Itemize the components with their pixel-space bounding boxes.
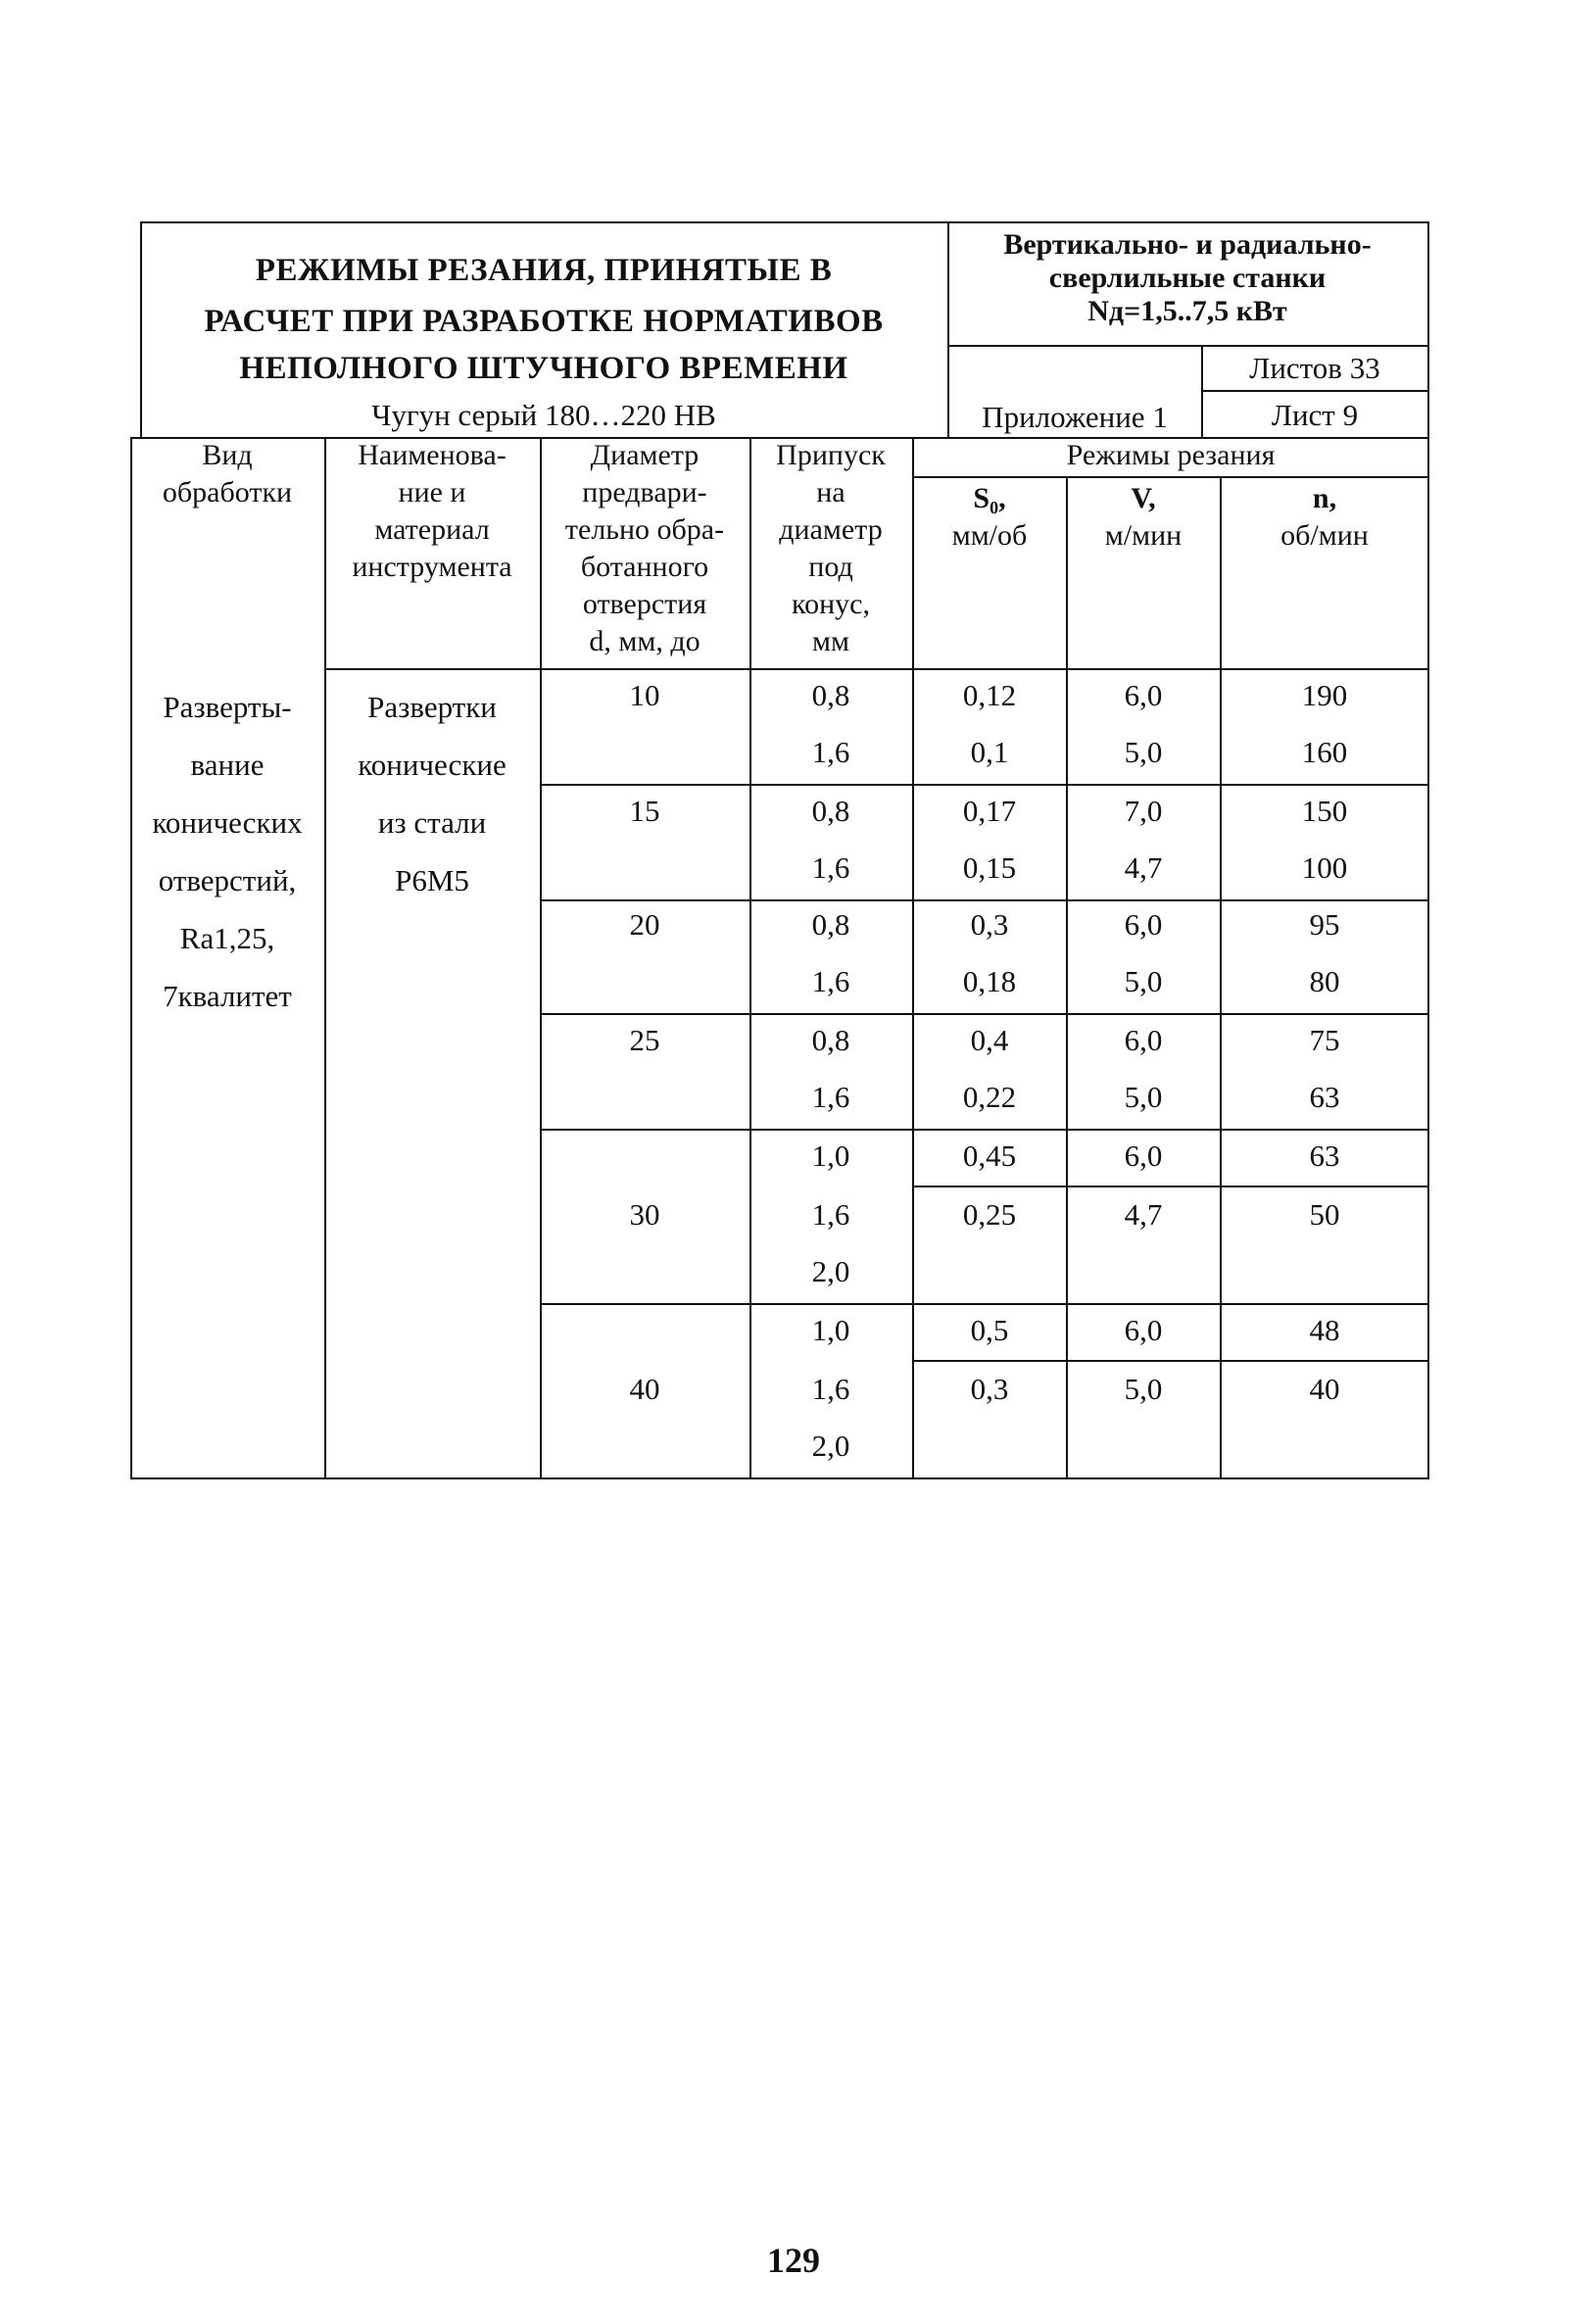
cell-pripusk: 0,8 bbox=[811, 678, 850, 712]
cell-v: 5,0 bbox=[1124, 964, 1163, 998]
group-line-20 bbox=[540, 899, 1429, 901]
machine-line-2: сверлильные станки bbox=[1048, 262, 1327, 294]
cell-pripusk: 0,8 bbox=[811, 907, 850, 942]
cell-n: 100 bbox=[1301, 850, 1348, 885]
cell-pripusk: 0,8 bbox=[811, 1023, 850, 1057]
col-header-modes: Режимы резания bbox=[1066, 439, 1276, 471]
cell-n: 190 bbox=[1301, 678, 1348, 712]
col-header-diam: Диаметр предвари- тельно обра- ботанного отверстия d, мм, до bbox=[564, 439, 725, 657]
sheet-number: Лист 9 bbox=[1271, 398, 1359, 432]
cell-diameter: 30 bbox=[629, 1197, 660, 1232]
cell-s0: 0,25 bbox=[962, 1197, 1017, 1232]
naim-cell: Развертки конические из стали Р6М5 bbox=[358, 690, 507, 897]
cell-n: 50 bbox=[1309, 1197, 1340, 1232]
col-line-5 bbox=[1066, 476, 1068, 1479]
cell-s0: 0,45 bbox=[962, 1138, 1017, 1173]
cell-s0: 0,5 bbox=[970, 1313, 1009, 1347]
title-line-2: РАСЧЕТ ПРИ РАЗРАБОТКЕ НОРМАТИВОВ bbox=[204, 304, 884, 339]
cell-diameter: 15 bbox=[629, 794, 660, 828]
cell-s0: 0,4 bbox=[970, 1023, 1009, 1057]
machine-line-1: Вертикально- и радиально- bbox=[1003, 228, 1372, 261]
cell-v: 7,0 bbox=[1124, 794, 1163, 828]
col-header-v: V, м/мин bbox=[1104, 482, 1183, 552]
cell-n: 63 bbox=[1309, 1138, 1340, 1173]
group-line-40 bbox=[540, 1303, 1429, 1305]
cell-v: 6,0 bbox=[1124, 907, 1163, 942]
group-line-15 bbox=[540, 784, 1429, 786]
cell-v: 6,0 bbox=[1124, 1138, 1163, 1173]
cell-n: 63 bbox=[1309, 1080, 1340, 1114]
cell-s0: 0,3 bbox=[970, 907, 1009, 942]
col-header-n: n, об/мин bbox=[1280, 482, 1369, 552]
col-header-s0: S₀, мм/об bbox=[951, 482, 1028, 552]
sheets-total: Листов 33 bbox=[1249, 351, 1380, 385]
group-line-25 bbox=[540, 1013, 1429, 1015]
col-line-2 bbox=[540, 437, 542, 1479]
col-line-1 bbox=[324, 437, 326, 1479]
cell-v: 6,0 bbox=[1124, 1023, 1163, 1057]
cell-v: 5,0 bbox=[1124, 735, 1163, 769]
cell-n: 40 bbox=[1309, 1372, 1340, 1406]
table-border-right bbox=[1427, 221, 1429, 1479]
cell-diameter: 20 bbox=[629, 907, 660, 942]
col-line-4 bbox=[912, 437, 914, 1479]
col-header-vid: Вид обработки bbox=[162, 439, 293, 508]
cell-pripusk: 1,6 bbox=[811, 1080, 850, 1114]
title-line-1: РЕЖИМЫ РЕЗАНИЯ, ПРИНЯТЫЕ В bbox=[255, 253, 833, 288]
cell-s0: 0,15 bbox=[962, 850, 1017, 885]
cell-pripusk: 1,0 bbox=[811, 1138, 850, 1173]
cell-n: 48 bbox=[1309, 1313, 1340, 1347]
cell-n: 160 bbox=[1301, 735, 1348, 769]
sheet-row-divider bbox=[1201, 390, 1429, 392]
cell-pripusk: 1,6 bbox=[811, 1372, 850, 1406]
subrow-line-40 bbox=[912, 1360, 1429, 1362]
cell-pripusk: 1,0 bbox=[811, 1313, 850, 1347]
vid-cell: Разверты- вание конических отверстий, Ra1,25, 7квалитет bbox=[152, 690, 303, 1013]
cell-pripusk: 1,6 bbox=[811, 850, 850, 885]
cell-v: 5,0 bbox=[1124, 1372, 1163, 1406]
material-label: Чугун серый 180…220 НВ bbox=[371, 398, 716, 432]
machine-line-3: Nд=1,5..7,5 кВт bbox=[1087, 295, 1287, 327]
table-border-left-upper bbox=[140, 221, 142, 437]
cell-pripusk: 1,6 bbox=[811, 735, 850, 769]
page-number: 129 bbox=[767, 2241, 820, 2280]
cell-s0: 0,12 bbox=[962, 678, 1017, 712]
cell-s0: 0,22 bbox=[962, 1080, 1017, 1114]
cell-diameter: 40 bbox=[629, 1372, 660, 1406]
cell-n: 75 bbox=[1309, 1023, 1340, 1057]
cell-pripusk: 0,8 bbox=[811, 794, 850, 828]
machine-divider bbox=[947, 345, 1429, 347]
appendix-label: Приложение 1 bbox=[982, 400, 1168, 434]
cell-v: 4,7 bbox=[1124, 1197, 1163, 1232]
cell-diameter: 25 bbox=[629, 1023, 660, 1057]
cell-s0: 0,1 bbox=[970, 735, 1009, 769]
cell-n: 150 bbox=[1301, 794, 1348, 828]
cell-pripusk: 2,0 bbox=[811, 1428, 850, 1463]
column-header-bottom bbox=[324, 668, 1429, 670]
table-border-top bbox=[140, 221, 1429, 223]
col-header-naim: Наименова- ние и материал инструмента bbox=[352, 439, 512, 583]
cell-pripusk: 1,6 bbox=[811, 964, 850, 998]
subrow-line-30 bbox=[912, 1186, 1429, 1187]
cell-pripusk: 2,0 bbox=[811, 1254, 850, 1288]
table-border-left bbox=[130, 437, 132, 1479]
title-line-3: НЕПОЛНОГО ШТУЧНОГО ВРЕМЕНИ bbox=[239, 351, 848, 386]
cell-s0: 0,3 bbox=[970, 1372, 1009, 1406]
cell-s0: 0,18 bbox=[962, 964, 1017, 998]
cell-v: 5,0 bbox=[1124, 1080, 1163, 1114]
modes-subheader-line bbox=[912, 476, 1429, 478]
cell-n: 95 bbox=[1309, 907, 1340, 942]
cell-diameter: 10 bbox=[629, 678, 660, 712]
col-line-3 bbox=[749, 437, 751, 1479]
cell-v: 6,0 bbox=[1124, 678, 1163, 712]
cell-n: 80 bbox=[1309, 964, 1340, 998]
col-header-pripusk: Припуск на диаметр под конус, мм bbox=[776, 439, 886, 657]
cell-v: 4,7 bbox=[1124, 850, 1163, 885]
col-line-6 bbox=[1220, 476, 1222, 1479]
cell-s0: 0,17 bbox=[962, 794, 1017, 828]
header-divider bbox=[947, 221, 949, 437]
group-line-30 bbox=[540, 1129, 1429, 1131]
cell-pripusk: 1,6 bbox=[811, 1197, 850, 1232]
cell-v: 6,0 bbox=[1124, 1313, 1163, 1347]
